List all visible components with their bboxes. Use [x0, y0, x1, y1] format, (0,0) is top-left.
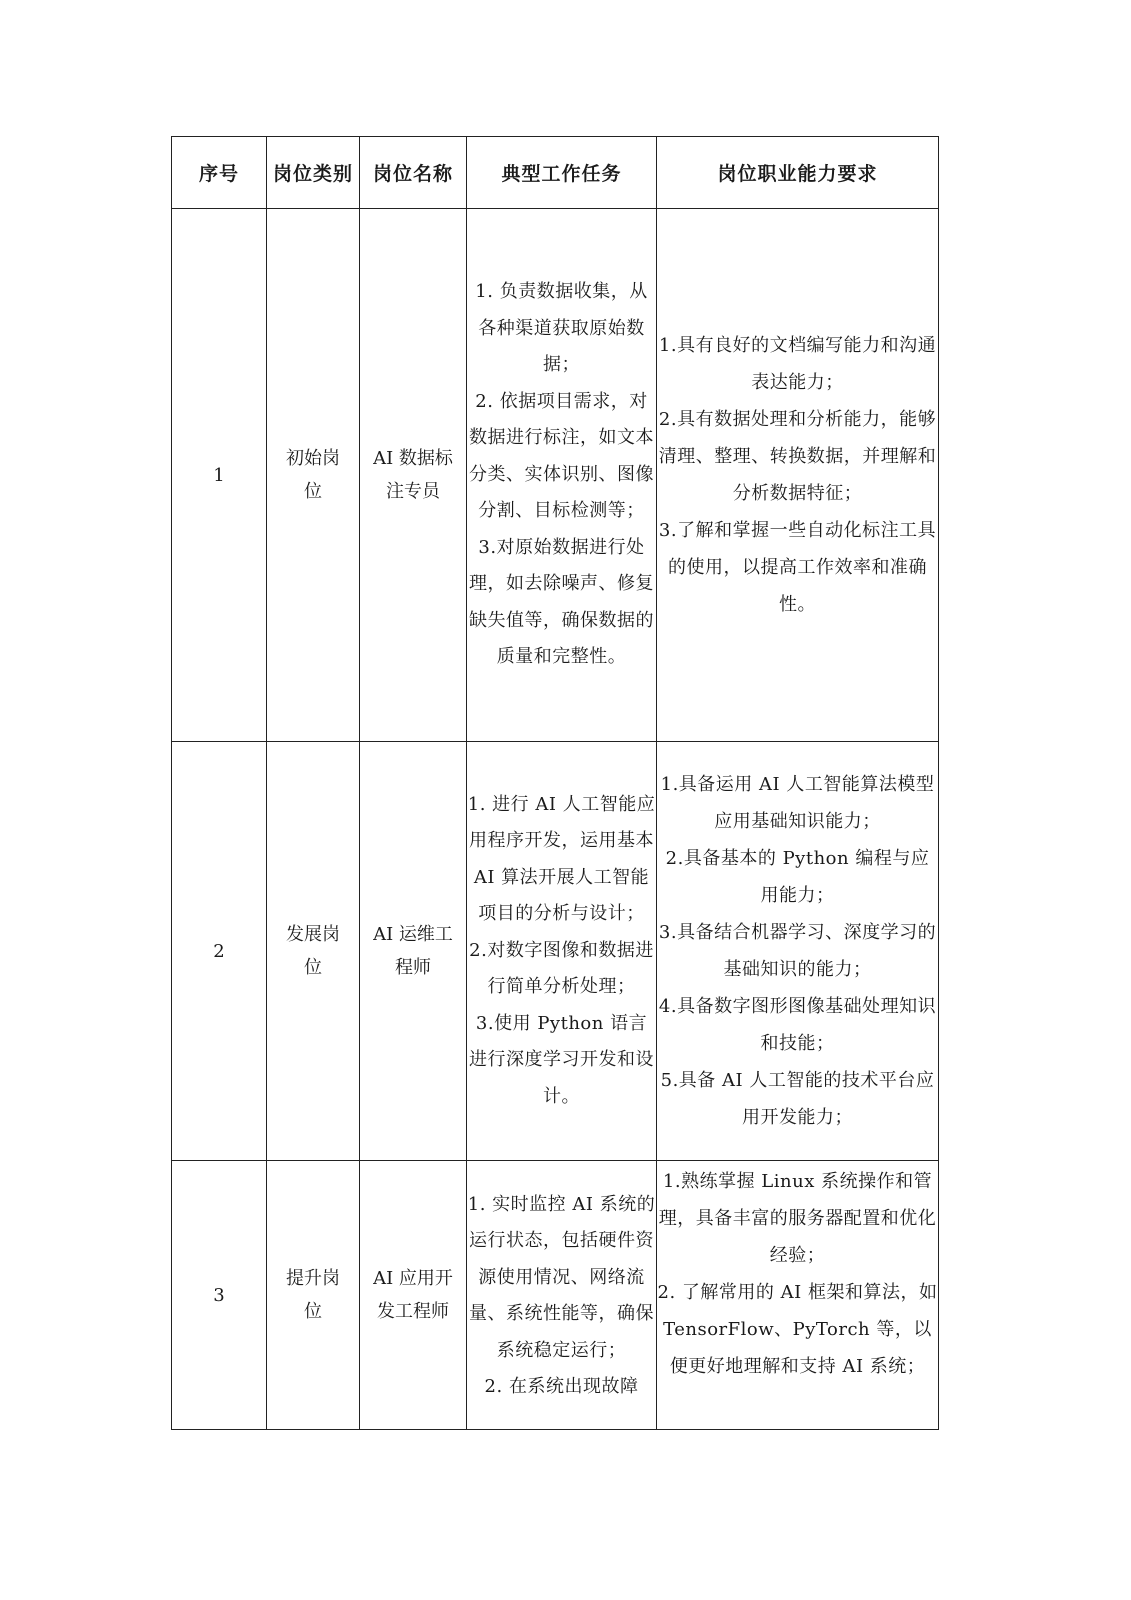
table-row [172, 209, 939, 742]
position-name [360, 742, 467, 1161]
position-name [360, 209, 467, 742]
requirement-item: 1.具备运用 AI 人工智能算法模型应用基础知识能力； [660, 774, 935, 832]
table-header-row [172, 137, 939, 209]
task-item: 2. 在系统出现故障 [484, 1376, 639, 1397]
requirement-item: 2.具备基本的 Python 编程与应用能力； [665, 848, 930, 906]
table-row [172, 1161, 939, 1430]
requirement-item: 2. 了解常用的 AI 框架和算法，如 TensorFlow、PyTorch 等，以便更好地理解和支持 AI 系统； [657, 1282, 938, 1377]
requirement-item: 1.具有良好的文档编写能力和沟通表达能力； [658, 335, 937, 393]
task-item: 1. 负责数据收集，从各种渠道获取原始数据； [475, 281, 648, 376]
position-category [267, 1161, 360, 1430]
position-name-text: AI 数据标注专员 [373, 448, 453, 502]
row-number: 2 [172, 742, 267, 1161]
table-row [172, 742, 939, 1161]
header-no: 序号 [172, 137, 267, 209]
position-category [267, 742, 360, 1161]
ability-requirements [657, 742, 939, 1161]
position-name-text: AI 运维工程师 [373, 924, 453, 978]
requirement-item: 5.具备 AI 人工智能的技术平台应用开发能力； [660, 1070, 935, 1128]
position-name-text: AI 应用开发工程师 [373, 1268, 453, 1322]
job-positions-table [171, 136, 939, 1430]
requirement-item: 1.熟练掌握 Linux 系统操作和管理，具备丰富的服务器配置和优化经验； [658, 1171, 937, 1266]
position-category [267, 209, 360, 742]
typical-tasks [467, 209, 657, 742]
position-category-text: 初始岗位 [286, 448, 340, 502]
position-category-text: 发展岗位 [286, 924, 340, 978]
header-requirements: 岗位职业能力要求 [657, 137, 939, 209]
task-item: 3.对原始数据进行处理，如去除噪声、修复缺失值等，确保数据的质量和完整性。 [469, 536, 654, 668]
position-name [360, 1161, 467, 1430]
task-item: 1. 进行 AI 人工智能应用程序开发，运用基本 AI 算法开展人工智能项目的分析与设计； [467, 793, 656, 925]
task-item: 2.对数字图像和数据进行简单分析处理； [469, 939, 654, 998]
typical-tasks [467, 1161, 657, 1430]
ability-requirements [657, 1161, 939, 1430]
typical-tasks [467, 742, 657, 1161]
requirement-item: 2.具有数据处理和分析能力，能够清理、整理、转换数据，并理解和分析数据特征； [658, 409, 937, 504]
row-number: 1 [172, 209, 267, 742]
row-number: 3 [172, 1161, 267, 1430]
task-item: 1. 实时监控 AI 系统的运行状态，包括硬件资源使用情况、网络流量、系统性能等，确保系统稳定运行； [467, 1193, 656, 1361]
requirement-item: 4.具备数字图形图像基础处理知识和技能； [658, 996, 937, 1054]
task-item: 3.使用 Python 语言进行深度学习开发和设计。 [469, 1012, 654, 1107]
position-category-text: 提升岗位 [286, 1268, 340, 1322]
header-category: 岗位类别 [267, 137, 360, 209]
requirement-item: 3.具备结合机器学习、深度学习的基础知识的能力； [658, 922, 937, 980]
header-name: 岗位名称 [360, 137, 467, 209]
requirement-item: 3.了解和掌握一些自动化标注工具的使用，以提高工作效率和准确性。 [658, 520, 937, 615]
ability-requirements [657, 209, 939, 742]
header-tasks: 典型工作任务 [467, 137, 657, 209]
task-item: 2. 依据项目需求，对数据进行标注，如文本分类、实体识别、图像分割、目标检测等； [469, 390, 654, 522]
